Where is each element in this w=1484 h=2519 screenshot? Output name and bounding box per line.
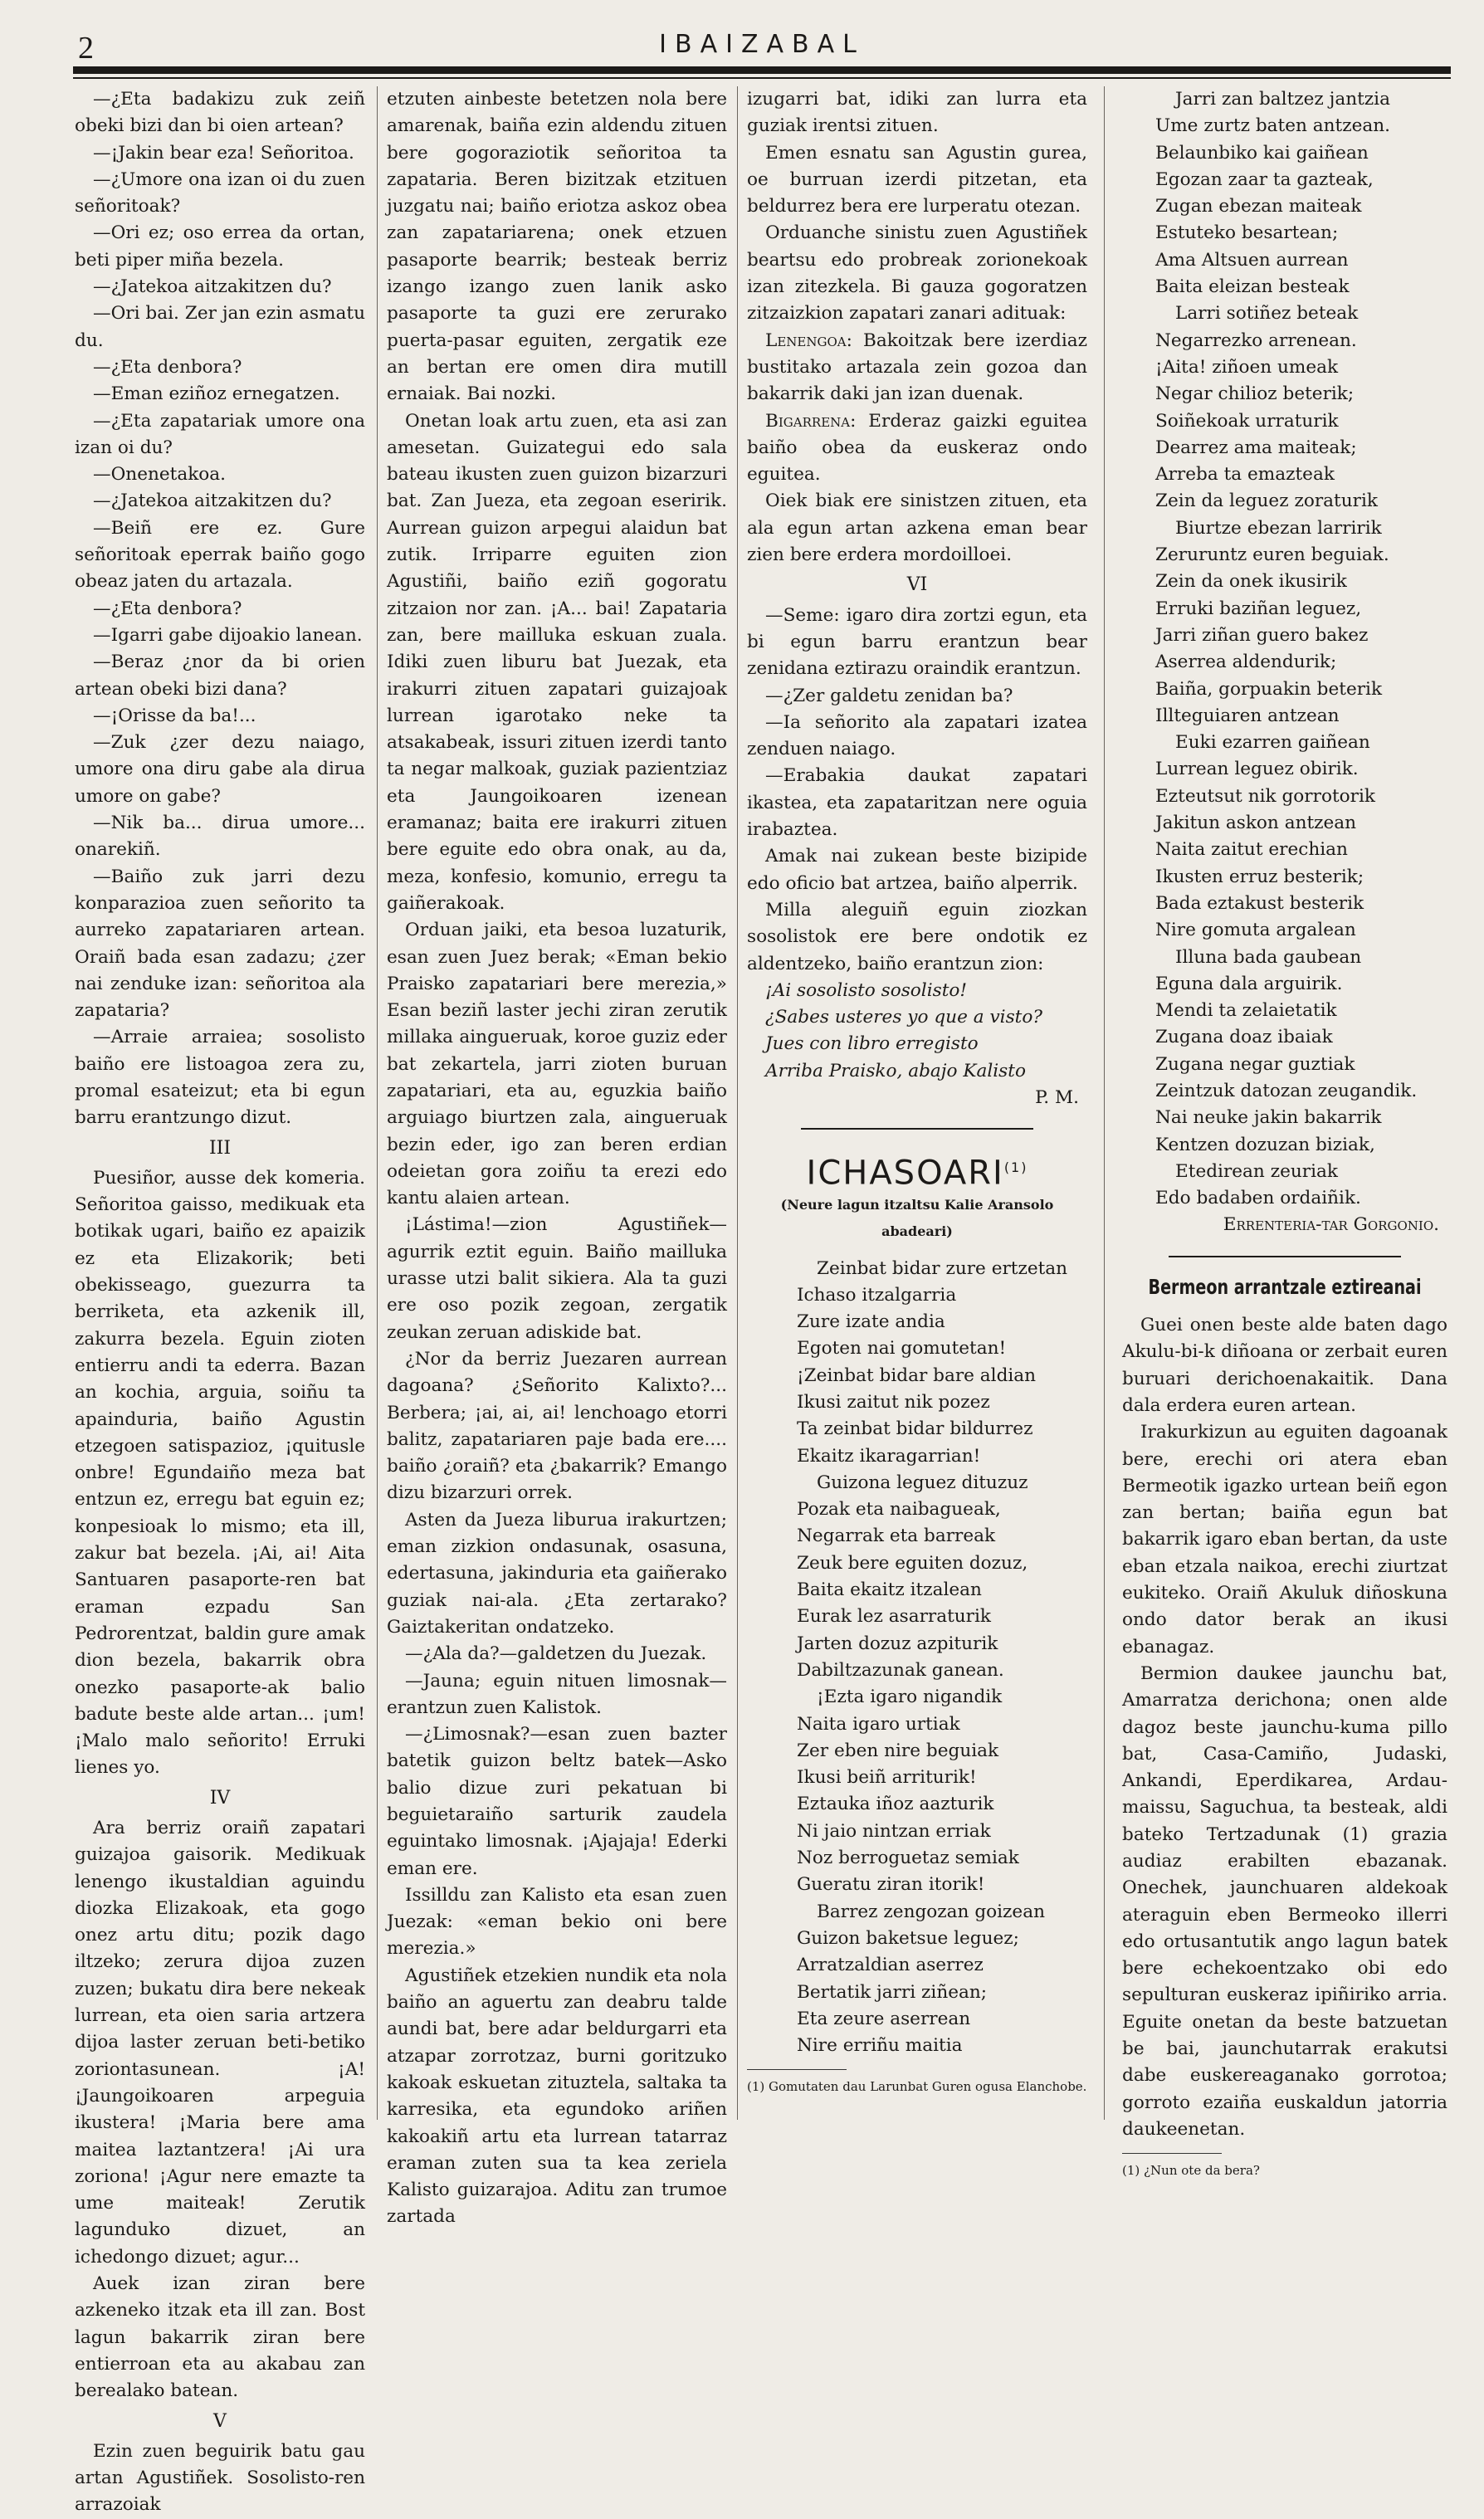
verse-line: Ume zurtz baten antzean. — [1155, 115, 1391, 137]
verse-line: Estuteko besartean; — [1155, 222, 1339, 244]
separator-rule — [801, 1128, 1033, 1130]
paragraph: —¿Jatekoa aitzakitzen du? — [93, 491, 332, 512]
verse-line: Eurak lez asarraturik — [797, 1606, 991, 1628]
section-heading: VI — [906, 574, 928, 596]
header-rule-thin — [73, 77, 1451, 79]
verse-line: Euki ezarren gaiñean — [1175, 732, 1370, 754]
paragraph: etzuten ainbeste betetzen nola bere amarenak, baiña ezin aldendu zituen bere gogoraziotik señoritoa ta zapataria. Beren bizitzak etzituen juzgatu nai; baiño eriotza askoz obea zan zapatariarena; onek etzuen pasaporte bearrik; besteak berriz izango izango zuen lanik asko pasaporte ta guzi ere zerurako puerta-pasar eguiten, zergatik eze an bertan ere omen dira mutill ernaiak. Bai nozki. — [387, 89, 727, 405]
paragraph: Asten da Jueza liburua irakurtzen; eman zizkion ondasunak, osasuna, edertasuna, jakinduria eta gaiñerako guziak nai-ala. ¿Eta zertarako? Gaiztakeritan ondatzeko. — [387, 1509, 727, 1638]
column-divider — [737, 86, 738, 2120]
signature: P. M. — [1035, 1086, 1079, 1108]
paragraph: —Igarri gabe dijoakio lanean. — [93, 624, 363, 646]
verse-line: Illuna bada gaubean — [1175, 946, 1362, 968]
paragraph: —Erabakia daukat zapatari ikastea, eta zapataritzan nere oguia irabaztea. — [747, 765, 1087, 841]
footnote: (1) Gomutaten dau Larunbat Guren ogusa Elanchobe. — [747, 2079, 1087, 2095]
verse-line: Edo badaben ordaiñik. — [1155, 1188, 1361, 1209]
verse-line: Baita ekaitz itzalean — [797, 1579, 982, 1601]
header-rule-thick — [73, 66, 1451, 74]
paragraph: —Ia señorito ala zapatari izatea zenduen naiago. — [747, 711, 1087, 760]
verse-line: Pozak eta naibagueak, — [797, 1499, 1001, 1521]
verse-line: Ni jaio nintzan erriak — [797, 1820, 991, 1842]
paragraph: Oiek biak ere sinistzen zituen, eta ala egun artan azkena eman bear zien bere erdera mordoilloei. — [747, 491, 1087, 566]
paragraph: —¿Zer galdetu zenidan ba? — [765, 685, 1013, 706]
verse-line: Naita igaro urtiak — [797, 1713, 960, 1735]
masthead: IBAIZABAL — [659, 30, 865, 59]
verse-line: Jarten dozuz azpiturik — [797, 1633, 998, 1654]
paragraph: Agustiñek etzekien nundik eta nola baiño an aguertu zan deabru talde aundi bat, bere adar beldurgarri eta atzapar zorrotzaz, burni goritzuko kakoak eskuetan zituztela, saltaka ta karresika, eta egundoko ariñen kakoakiñ artu eta lurrean tatarraz eraman zuten sua ta kea zeriela Kalisto guizarajoa. Aditu zan trumoe zartada — [387, 1965, 727, 2228]
verse-line: Zugana doaz ibaiak — [1155, 1027, 1333, 1048]
paragraph: Onetan loak artu zuen, eta asi zan amesetan. Guizategui edo sala bateau ikusten zuen guizon bizarzuri bat. Zan Jueza, eta zegoan eseririk. Aurrean guizon arpegui alaidun bat zutik. Irriparre eguiten zion Agustiñi, baiño eziñ gogoratu zitzaion nor zan. ¡A... bai! Zapataria zan, bere mailluka eskuan zuala. Idiki zuen liburu bat Juezak, eta irakurri zituen zapatari guizajoak lurrean igarotako neke ta atsakabeak, issuri zituen izerdi tanto ta negar malkoak, guziak pazientziaz eta Jaungoikoaren izenean eramanaz; baita ere irakurri zituen bere eguite edo obra onak, au da, meza, konfesio, komunio, erregu ta gaiñerakoak. — [387, 410, 727, 914]
paragraph: —Zuk ¿zer dezu naiago, umore ona diru gabe ala dirua umore on gabe? — [75, 732, 365, 807]
verse-line: Nire gomuta argalean — [1155, 920, 1356, 941]
paragraph: —Seme: igaro dira zortzi egun, eta bi egun barru erantzun bear zenidana eztirazu oraindik erantzun. — [747, 604, 1087, 680]
paragraph: Auek izan ziran bere azkeneko itzak eta ill zan. Bost lagun bakarrik ziran bere entierroan eta au akabau zan berealako batean. — [75, 2273, 365, 2402]
paragraph: —¿Eta denbora? — [93, 356, 242, 378]
label: Lenengoa — [765, 330, 847, 351]
paragraph: Ara berriz oraiñ zapatari guizajoa gaisorik. Medikuak lenengo ikustaldian aguindu diozka Elizakoak, eta gogo onez artu ditu; pozik dago iltzeko; zerura dijoa zuzen zuzen; bukatu dira bere nekeak lurrean, eta oien saria artzera dijoa laster zeruan beti-betiko zoriontasunean. ¡A! ¡Jaungoikoaren arpeguia ikustera! ¡Maria bere ama maitea laztantzera! ¡Ai ura zoriona! ¡Agur nere emazte ta ume maiteak! Zerutik lagunduko dizuet, an ichedongo dizuet; agur... — [75, 1818, 365, 2268]
verse-line: Zeinbat bidar zure ertzetan — [817, 1257, 1068, 1279]
song-line: ¡Ai sosolisto sosolisto! — [765, 979, 968, 1001]
paragraph: —¿Eta zapatariak umore ona izan oi du? — [75, 410, 365, 458]
section-heading: V — [213, 2410, 227, 2432]
paragraph: —Ori ez; oso errea da ortan, beti piper miña bezela. — [75, 222, 365, 271]
verse-line: Naita zaitut erechian — [1155, 839, 1348, 861]
paragraph: Amak nai zukean beste bizipide edo oficio bat artzea, baiño alperrik. — [747, 846, 1087, 894]
footnote-rule — [1122, 2153, 1222, 2154]
verse-line: Ta zeinbat bidar bildurrez — [797, 1418, 1033, 1440]
paragraph: ¿Nor da berriz Juezaren aurrean dagoana? ¿Señorito Kalixto?... Berbera; ¡ai, ai, ai! lenchoago etorri balitz, zapatariaren paje bada ere.... baiño ¿oraiñ? eta ¿bakarrik? Emango dizu bizarzuri orrek. — [387, 1348, 727, 1504]
verse-line: Larri sotiñez beteak — [1175, 303, 1359, 325]
verse-line: Arreba ta emazteak — [1155, 464, 1335, 486]
paragraph: —Nik ba... dirua umore... onarekiñ. — [75, 813, 365, 861]
poem-title: ICHASOARI$^{(1)}$ — [806, 1154, 1028, 1193]
section-heading: III — [208, 1137, 232, 1159]
song-line: Arriba Praisko, abajo Kalisto — [765, 1060, 1026, 1081]
page-number: 2 — [78, 31, 94, 66]
verse-line: Biurtze ebezan larririk — [1175, 517, 1382, 539]
verse-line: Zeuk bere eguiten dozuz, — [797, 1552, 1028, 1574]
paragraph: —¿Eta badakizu zuk zeiñ obeki bizi dan bi oien artean? — [75, 89, 365, 137]
verse-line: Lurrean leguez obirik. — [1155, 759, 1359, 780]
verse-line: Arratzaldian aserrez — [797, 1955, 984, 1976]
footnote: (1) ¿Nun ote da bera? — [1122, 2163, 1260, 2179]
verse-line: Etedirean zeuriak — [1175, 1160, 1338, 1182]
paragraph: Issilldu zan Kalisto eta esan zuen Juezak: «eman bekio oni bere merezia.» — [387, 1884, 727, 1960]
verse-line: Aserrea aldendurik; — [1155, 652, 1337, 673]
footnote-rule — [747, 2069, 847, 2070]
column-divider — [1104, 86, 1105, 2120]
verse-line: Bertatik jarri ziñean; — [797, 1981, 988, 2003]
verse-line: Eztauka iñoz aazturik — [797, 1794, 994, 1815]
verse-line: Baiña, gorpuakin beterik — [1155, 678, 1383, 700]
poem-verses — [797, 1256, 1087, 2060]
text: : Bakoitzak bere izerdiaz bustitako artazala zein gozoa dan bakarrik daki jan izan duenak. — [747, 330, 1087, 405]
paragraph: —Ori bai. Zer jan ezin asmatu du. — [75, 303, 365, 351]
verse-line: Ama Altsuen aurrean — [1155, 249, 1349, 271]
column-divider — [377, 86, 378, 2120]
verse-line: Barrez zengozan goizean — [817, 1901, 1045, 1922]
verse-line: Egozan zaar ta gazteak, — [1155, 168, 1374, 190]
verse-line: Ikusi beiñ arriturik! — [797, 1767, 977, 1789]
paragraph: —Arraie arraiea; sosolisto baiño ere listoagoa zera zu, promal esateizut; eta bi egun barru erantzungo dizut. — [75, 1027, 365, 1129]
paragraph: —Onenetakoa. — [93, 464, 227, 486]
paragraph: Emen esnatu san Agustin gurea, oe burruan izerdi pitzetan, eta beldurrez bera ere lurperatu otezan. — [747, 142, 1087, 217]
column-3 — [747, 86, 1087, 2120]
paragraph: —¡Jakin bear eza! Señoritoa. — [93, 142, 354, 164]
poem-verses — [1155, 86, 1447, 1212]
verse-line: Zugana negar guztiak — [1155, 1053, 1355, 1075]
verse-line: Ikusi zaitut nik pozez — [797, 1391, 990, 1413]
column-2 — [387, 86, 727, 2228]
verse-line: Zugan ebezan maiteak — [1155, 196, 1362, 217]
paragraph: —¿Ala da?—galdetzen du Juezak. — [405, 1643, 707, 1665]
paragraph: —¿Limosnak?—esan zuen bazter batetik guizon beltz batek—Asko balio dizue zuri pekatuan bi beguietaraiño sarturik zaudela eguintako limosnak. ¡Ajajaja! Ederki eman ere. — [387, 1724, 727, 1879]
paragraph — [747, 408, 1087, 489]
verse-line: Bada eztakust besterik — [1155, 892, 1364, 914]
verse-line: Dabiltzazunak ganean. — [797, 1659, 1004, 1681]
verse-line: Egoten nai gomutetan! — [797, 1338, 1007, 1360]
paragraph: —Jauna; eguin nituen limosnak—erantzun zuen Kalistok. — [387, 1670, 727, 1718]
poem-subtitle: (Neure lagun itzaltsu Kalie Aransolo abadeari) — [780, 1196, 1054, 1240]
column-1 — [75, 86, 365, 2516]
verse-line: Nai neuke jakin bakarrik — [1155, 1107, 1382, 1129]
song-line: Jues con libro erregisto — [765, 1033, 979, 1055]
verse-line: ¡Ezta igaro nigandik — [817, 1687, 1003, 1708]
paragraph: Irakurkizun au eguiten dagoanak bere, erechi ori atera eban Bermeotik igazko urtean beiñ egon zan bertan; baiña egun bat bakarrik igaro eban bertan, da uste eban etzala naikoa, erechi ziurtzat eukiteko. Oraiñ Akuluk diñoskuna ondo dator berak an ikusi ebanagaz. — [1122, 1422, 1447, 1657]
paragraph: ¡Lástima!—zion Agustiñek—agurrik eztit eguin. Baiño mailluka urasse utzi balit sikiera. Ala ta guzi ere oso pozik zegoan, zergatik zeukan zeruan adiskide bat. — [387, 1214, 727, 1343]
paragraph — [747, 328, 1087, 408]
paragraph: —Beiñ ere ez. Gure señoritoak eperrak baiño gogo obeaz jaten du artazala. — [75, 517, 365, 593]
verse-line: Belaunbiko kai gaiñean — [1155, 142, 1369, 164]
paragraph: —¡Orisse da ba!... — [93, 705, 256, 726]
verse-line: Zein da leguez zoraturik — [1155, 491, 1378, 512]
verse-line: Eguna dala arguirik. — [1155, 973, 1343, 994]
verse-line: Noz berroguetaz semiak — [797, 1848, 1019, 1869]
verse-line: Dearrez ama maiteak; — [1155, 437, 1357, 458]
verse-line: Zein da onek ikusirik — [1155, 571, 1347, 593]
verse-line: Nire erriñu maitia — [797, 2035, 963, 2057]
verse-line: Negarrezko arrenean. — [1155, 330, 1357, 351]
column-4 — [1122, 86, 1447, 2179]
paragraph: Orduan jaiki, eta besoa luzaturik, esan zuen Juez berak; «Eman bekio Praisko zapatariari bere merezia,» Esan beziñ laster jechi ziran zerutik millaka aingueruak, koroe guziz eder bat zekartela, jarri zioten buruan zapatariari, eta au, eguzkia baiño arguiago biurtzen zala, aingueruak bezin eder, igo zan beren erdian odeietan gora zoiñu ta erezi edo kantu alaien artean. — [387, 920, 727, 1209]
text: : Erderaz gaizki eguitea baiño obea da euskeraz ondo eguitea. — [747, 410, 1087, 486]
verse-line: Guizona leguez dituzuz — [817, 1472, 1028, 1493]
paragraph: Ezin zuen beguirik batu gau artan Agustiñek. Sosolisto-ren arrazoiak — [75, 2440, 365, 2516]
paragraph: —Beraz ¿nor da bi orien artean obeki bizi dana? — [75, 652, 365, 700]
verse-line: Baita eleizan besteak — [1155, 276, 1350, 298]
verse-line: Negar chilioz beterik; — [1155, 383, 1355, 405]
separator-rule — [1169, 1256, 1401, 1257]
verse-line: Ichaso itzalgarria — [797, 1284, 957, 1306]
paragraph: —Baiño zuk jarri dezu konparazioa zuen señorito ta aurreko zapatariaren artean. Oraiñ bada esan zadazu; ¿zer nai zenduke izan: señoritoa ala zapataria? — [75, 866, 365, 1022]
verse-line: Eta zeure aserrean — [797, 2008, 971, 2029]
verse-line: Jarri zan baltzez jantzia — [1175, 89, 1390, 110]
paragraph: Guei onen beste alde baten dago Akulu-bi-k diñoana or zerbait euren buruari derichoenakaitik. Dana dala erdera euren artean. — [1122, 1315, 1447, 1416]
verse-line: ¡Zeinbat bidar bare aldian — [797, 1364, 1037, 1386]
verse-line: Jarri ziñan guero bakez — [1155, 624, 1369, 646]
verse-line: Zer eben nire beguiak — [797, 1740, 999, 1761]
paragraph: Orduanche sinistu zuen Agustiñek beartsu edo probreak zorionekoak izan zitezkela. Bi gauza gogoratzen zitzaizkion zapatari zanari adituak: — [747, 222, 1087, 325]
verse-line: Jakitun askon antzean — [1155, 813, 1357, 834]
signature: Errenteria-tar Gorgonio. — [1223, 1214, 1439, 1236]
song-line: ¿Sabes usteres yo que a visto? — [765, 1007, 1042, 1028]
verse-line: Soiñekoak urraturik — [1155, 410, 1339, 432]
label: Bigarrena — [765, 410, 851, 432]
paragraph: Puesiñor, ausse dek komeria. Señoritoa gaisso, medikuak eta botikak ugari, baiño ez apaizik ez eta Elizakorik; beti obekisseago, guezurra ta berriketa, eta azkenik ill, zakurra bezela. Eguin zioten entierru andi ta ederra. Bazan an kochia, arguia, soiñu ta apainduria, baiño Agustin etzegoen satispazioz, ¡quitusle onbre! Egundaiño meza bat entzun ez, erregu bat eguin ez; konpesioak lo mismo; eta ill, zakur bat bezela. ¡Ai, ai! Aita Santuaren pasaporte-ren bat eraman ezpadu San Pedrorentzat, baldin gure amak dion bezela, bakarrik obra onezko pasaporte-ak balio badute beste alde artan... ¡um! ¡Malo malo señorito! Erruki lienes yo. — [75, 1167, 365, 1779]
footnote-marker: (1) — [1003, 1159, 1028, 1176]
article-title: Bermeon arrantzale eztireanai — [1148, 1274, 1422, 1299]
paragraph: Bermion daukee jaunchu bat, Amarratza derichona; onen alde dagoz beste jaunchu-kuma pillo bat, Casa-Camiño, Judaski, Ankandi, Eperdikarea, Ardau-maissu, Saguchua, ta besteak, aldi bateko Tertzadunak (1) grazia audiaz erabilten ebazanak. Onechek, jaunchuaren aldekoak ateraguin eben Bermeoko illerri edo ortusantutik ango lagun batek bere echekoentzako obi edo sepulturan euskeraz ipiñiriko arria. Eguite onetan da beste batzuetan be bai, jaunchutarrak erakutsi dabe euskereaganako gorrotoa; gorroto ezaiña euskaldun jatorria daukeenetan. — [1122, 1662, 1447, 2140]
verse-line: Ekaitz ikaragarrian! — [797, 1445, 981, 1467]
section-heading: IV — [209, 1787, 231, 1809]
verse-line: ¡Aita! ziñoen umeak — [1155, 356, 1339, 378]
paragraph: —¿Umore ona izan oi du zuen señoritoak? — [75, 168, 365, 217]
paragraph: —Eman eziñoz ernegatzen. — [93, 383, 340, 405]
paragraph: —¿Eta denbora? — [93, 598, 242, 619]
paragraph: —¿Jatekoa aitzakitzen du? — [93, 276, 332, 298]
verse-line: Gueratu ziran itorik! — [797, 1874, 985, 1896]
verse-line: Negarrak eta barreak — [797, 1526, 996, 1547]
verse-line: Kentzen dozuzan biziak, — [1155, 1134, 1375, 1155]
verse-line: Zeruruntz euren beguiak. — [1155, 544, 1389, 566]
verse-line: Mendi ta zelaietatik — [1155, 1000, 1337, 1022]
verse-line: Zeintzuk datozan zeugandik. — [1155, 1080, 1418, 1101]
verse-line: Guizon baketsue leguez; — [797, 1927, 1019, 1949]
verse-line: Zure izate andia — [797, 1311, 945, 1333]
paragraph: Milla aleguiñ eguin ziozkan sosolistok ere bere ondotik ez aldentzeko, baiño erantzun zion: — [747, 899, 1087, 974]
verse-line: Illteguiaren antzean — [1155, 705, 1340, 726]
verse-line: Ezteutsut nik gorrotorik — [1155, 785, 1375, 807]
verse-line: Ikusten erruz besterik; — [1155, 866, 1364, 887]
paragraph: izugarri bat, idiki zan lurra eta guziak irentsi zituen. — [747, 89, 1087, 137]
verse-line: Erruki baziñan leguez, — [1155, 598, 1362, 619]
